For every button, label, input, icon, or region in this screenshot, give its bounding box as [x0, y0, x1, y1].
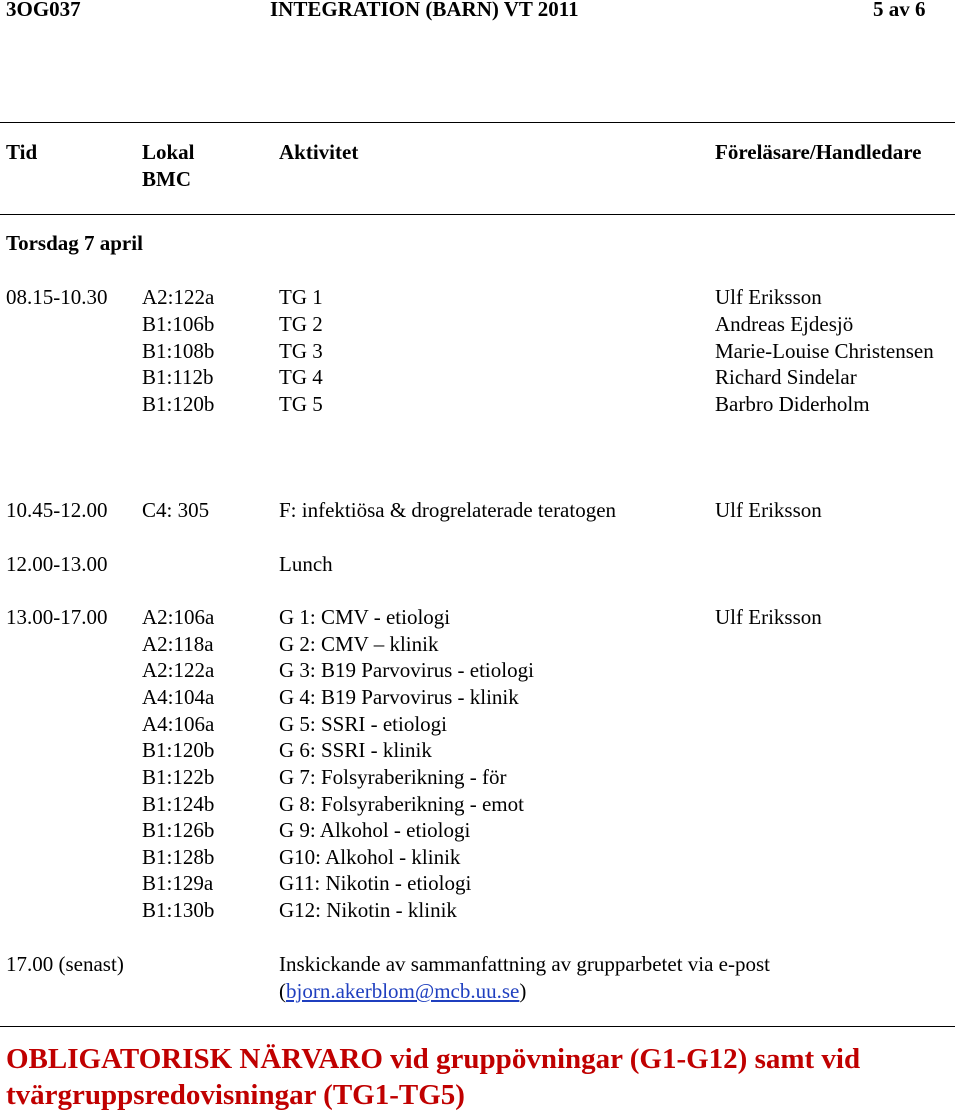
- group-room: B1:126b: [142, 818, 215, 842]
- attendance-notice-line2: tvärgruppsredovisningar (TG1-TG5): [6, 1079, 465, 1111]
- group-activity: G10: Alkohol - klinik: [279, 845, 461, 869]
- paren-close: ): [519, 979, 527, 1003]
- tg-activity: TG 1: [279, 285, 323, 309]
- lecture-room: C4: 305: [142, 498, 210, 522]
- column-rule: [0, 214, 955, 215]
- submission-activity: Inskickande av sammanfattning av grupparbetet via e-post: [279, 952, 770, 976]
- lunch-activity: Lunch: [279, 552, 333, 576]
- groups-time: 13.00-17.00: [6, 605, 108, 629]
- group-room: A4:106a: [142, 712, 215, 736]
- footer-rule: [0, 1026, 955, 1027]
- header-rule: [0, 122, 955, 123]
- course-code: 3OG037: [6, 0, 81, 21]
- groups-lecturer: Ulf Eriksson: [715, 605, 822, 629]
- group-room: A2:122a: [142, 658, 215, 682]
- group-room: A2:118a: [142, 632, 214, 656]
- group-activity: G12: Nikotin - klinik: [279, 898, 457, 922]
- tg-lecturer: Barbro Diderholm: [715, 392, 870, 416]
- submission-time: 17.00 (senast): [6, 952, 124, 976]
- tg-lecturer: Richard Sindelar: [715, 365, 857, 389]
- group-room: B1:124b: [142, 792, 215, 816]
- group-activity: G 7: Folsyraberikning - för: [279, 765, 507, 789]
- lecture-time: 10.45-12.00: [6, 498, 108, 522]
- tg-room: A2:122a: [142, 285, 215, 309]
- group-activity: G 6: SSRI - klinik: [279, 738, 432, 762]
- group-activity: G11: Nikotin - etiologi: [279, 871, 472, 895]
- email-link[interactable]: bjorn.akerblom@mcb.uu.se: [286, 979, 520, 1003]
- group-room: B1:120b: [142, 738, 215, 762]
- course-title: INTEGRATION (BARN) VT 2011: [270, 0, 579, 21]
- group-activity: G 2: CMV – klinik: [279, 632, 439, 656]
- tg-room: B1:112b: [142, 365, 214, 389]
- tg-activity: TG 5: [279, 392, 323, 416]
- group-room: A2:106a: [142, 605, 215, 629]
- attendance-notice-line1: OBLIGATORISK NÄRVARO vid gruppövningar (G1-G12) samt vid: [6, 1043, 861, 1075]
- group-activity: G 8: Folsyraberikning - emot: [279, 792, 524, 816]
- submission-email-line: [279, 978, 526, 1004]
- column-room-sub: BMC: [142, 167, 191, 191]
- tg-room: B1:108b: [142, 339, 215, 363]
- day-heading: Torsdag 7 april: [6, 231, 143, 255]
- group-activity: G 5: SSRI - etiologi: [279, 712, 448, 736]
- tg-lecturer: Ulf Eriksson: [715, 285, 822, 309]
- tg-room: B1:120b: [142, 392, 215, 416]
- group-room: B1:129a: [142, 871, 214, 895]
- column-activity: Aktivitet: [279, 140, 359, 164]
- paren-open: (: [279, 979, 286, 1003]
- group-room: B1:130b: [142, 898, 215, 922]
- lunch-time: 12.00-13.00: [6, 552, 108, 576]
- group-activity: G 9: Alkohol - etiologi: [279, 818, 471, 842]
- group-room: A4:104a: [142, 685, 215, 709]
- column-time: Tid: [6, 140, 38, 164]
- tg-activity: TG 3: [279, 339, 323, 363]
- tg-room: B1:106b: [142, 312, 215, 336]
- tg-activity: TG 4: [279, 365, 323, 389]
- group-activity: G 4: B19 Parvovirus - klinik: [279, 685, 519, 709]
- group-activity: G 3: B19 Parvovirus - etiologi: [279, 658, 534, 682]
- group-room: B1:128b: [142, 845, 215, 869]
- lecture-activity: F: infektiösa & drogrelaterade teratogen: [279, 498, 617, 522]
- group-room: B1:122b: [142, 765, 215, 789]
- lecture-lecturer: Ulf Eriksson: [715, 498, 822, 522]
- tg-lecturer: Andreas Ejdesjö: [715, 312, 854, 336]
- column-room: Lokal: [142, 140, 195, 164]
- page-indicator: 5 av 6: [873, 0, 926, 21]
- tg-lecturer: Marie-Louise Christensen: [715, 339, 934, 363]
- tg-time: 08.15-10.30: [6, 285, 108, 309]
- column-lecturer: Föreläsare/Handledare: [715, 140, 922, 164]
- tg-activity: TG 2: [279, 312, 323, 336]
- group-activity: G 1: CMV - etiologi: [279, 605, 451, 629]
